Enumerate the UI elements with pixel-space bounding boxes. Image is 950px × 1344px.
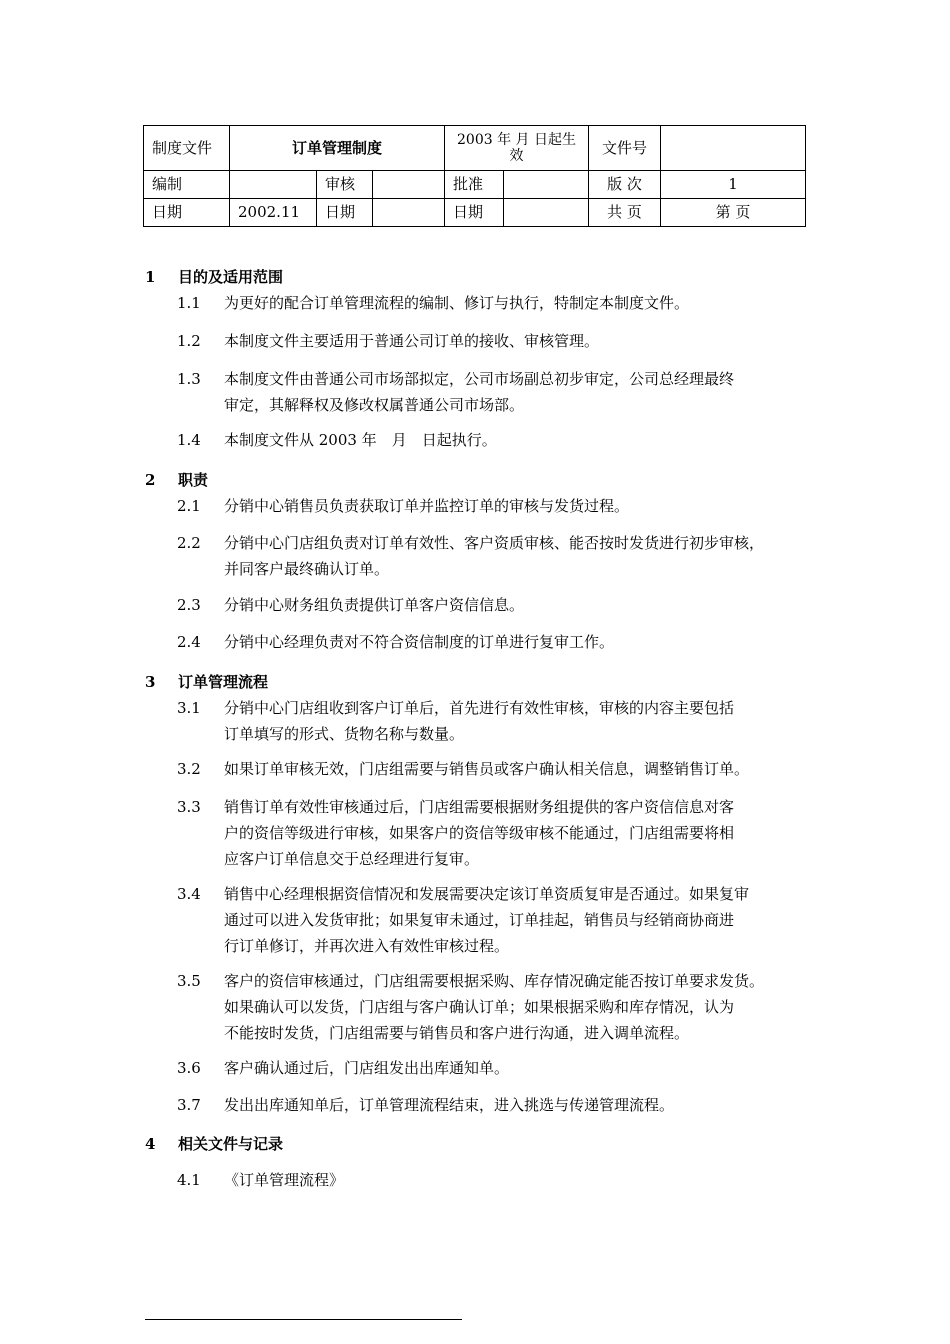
date-value-3 [504,199,589,227]
doc-title: 订单管理制度 [230,126,445,171]
clause-item [177,794,827,872]
date-label-1: 日期 [144,199,230,227]
clause-line: 并同客户最终确认订单。 [224,560,390,578]
clause-line: 销售订单有效性审核通过后，门店组需要根据财务组提供的客户资信信息对客 [224,798,735,816]
clause-item [177,493,827,519]
header-row-2 [144,171,806,199]
section-title: 订单管理流程 [178,673,269,691]
clause-line: 分销中心门店组收到客户订单后，首先进行有效性审核，审核的内容主要包括 [224,699,735,717]
clause-item [177,592,827,618]
clause-number: 3.7 [177,1096,201,1114]
compiled-value [230,171,317,199]
doc-number-label: 文件号 [589,126,661,171]
clause-item [177,1055,827,1081]
approved-label: 批准 [445,171,504,199]
clause-item [177,427,827,453]
section-heading [145,1133,283,1154]
section-title: 相关文件与记录 [178,1135,284,1153]
section-number: 1 [145,268,156,286]
header-row-3 [144,199,806,227]
clause-number: 3.3 [177,798,201,816]
clause-item [177,756,827,782]
clause-number: 2.3 [177,596,201,614]
clause-item [177,881,827,959]
clause-item [177,290,827,316]
footnote-separator [145,1319,462,1320]
section-heading [145,469,208,490]
reviewed-value [373,171,445,199]
clause-number: 4.1 [177,1171,201,1189]
clause-line: 本制度文件从 2003 年 月 日起执行。 [224,431,497,449]
clause-item [177,328,827,354]
clause-number: 2.4 [177,633,201,651]
date-label-2: 日期 [317,199,373,227]
clause-number: 3.2 [177,760,201,778]
clause-number: 1.3 [177,370,201,388]
clause-item [177,629,827,655]
clause-line: 不能按时发货，门店组需要与销售员和客户进行沟通，进入调单流程。 [224,1024,690,1042]
clause-line: 行订单修订，并再次进入有效性审核过程。 [224,937,510,955]
date-label-3: 日期 [445,199,504,227]
clause-line: 分销中心经理负责对不符合资信制度的订单进行复审工作。 [224,633,615,651]
doc-type-label: 制度文件 [144,126,230,171]
compiled-label: 编制 [144,171,230,199]
clause-number: 1.1 [177,294,201,312]
clause-line: 销售中心经理根据资信情况和发展需要决定该订单资质复审是否通过。如果复审 [224,885,750,903]
clause-number: 3.5 [177,972,201,990]
clause-line: 审定，其解释权及修改权属普通公司市场部。 [224,396,525,414]
header-row-1 [144,126,806,171]
version-value: 1 [661,171,806,199]
clause-number: 2.1 [177,497,201,515]
date-value-1: 2002.11 [230,199,317,227]
clause-line: 本制度文件由普通公司市场部拟定，公司市场副总初步审定，公司总经理最终 [224,370,735,388]
clause-number: 3.4 [177,885,201,903]
clause-line: 客户确认通过后，门店组发出出库通知单。 [224,1059,510,1077]
clause-line: 分销中心财务组负责提供订单客户资信信息。 [224,596,525,614]
clause-line: 如果确认可以发货，门店组与客户确认订单；如果根据采购和库存情况，认为 [224,998,735,1016]
clause-line: 分销中心销售员负责获取订单并监控订单的审核与发货过程。 [224,497,630,515]
clause-number: 1.4 [177,431,201,449]
clause-item [177,530,827,582]
clause-line: 通过可以进入发货审批；如果复审未通过，订单挂起，销售员与经销商协商进 [224,911,735,929]
clause-number: 3.6 [177,1059,201,1077]
doc-number-value [661,126,806,171]
document-header-table [143,125,806,227]
clause-line: 发出出库通知单后，订单管理流程结束，进入挑选与传递管理流程。 [224,1096,675,1114]
clause-item [177,695,827,747]
section-number: 4 [145,1135,156,1153]
clause-item [177,968,827,1046]
section-number: 3 [145,673,156,691]
approved-value [504,171,589,199]
clause-line: 分销中心门店组负责对订单有效性、客户资质审核、能否按时发货进行初步审核， [224,534,765,552]
clause-item [177,366,827,418]
clause-line: 户的资信等级进行审核，如果客户的资信等级审核不能通过，门店组需要将相 [224,824,735,842]
clause-item [177,1167,827,1193]
section-number: 2 [145,471,156,489]
clause-line: 订单填写的形式、货物名称与数量。 [224,725,465,743]
clause-number: 2.2 [177,534,201,552]
date-value-2 [373,199,445,227]
reviewed-label: 审核 [317,171,373,199]
section-heading [145,266,283,287]
clause-number: 3.1 [177,699,201,717]
clause-line: 如果订单审核无效，门店组需要与销售员或客户确认相关信息，调整销售订单。 [224,760,750,778]
section-title: 职责 [178,471,209,489]
clause-item [177,1092,827,1118]
clause-line: 为更好的配合订单管理流程的编制、修订与执行，特制定本制度文件。 [224,294,690,312]
section-title: 目的及适用范围 [178,268,284,286]
clause-line: 《订单管理流程》 [224,1171,345,1189]
section-heading [145,671,268,692]
effective-date: 2003 年 月 日起生效 [445,126,589,171]
clause-line: 客户的资信审核通过，门店组需要根据采购、库存情况确定能否按订单要求发货。 [224,972,765,990]
page-number-label: 第 页 [661,199,806,227]
clause-line: 本制度文件主要适用于普通公司订单的接收、审核管理。 [224,332,600,350]
total-pages-label: 共 页 [589,199,661,227]
clause-line: 应客户订单信息交于总经理进行复审。 [224,850,480,868]
clause-number: 1.2 [177,332,201,350]
version-label: 版 次 [589,171,661,199]
